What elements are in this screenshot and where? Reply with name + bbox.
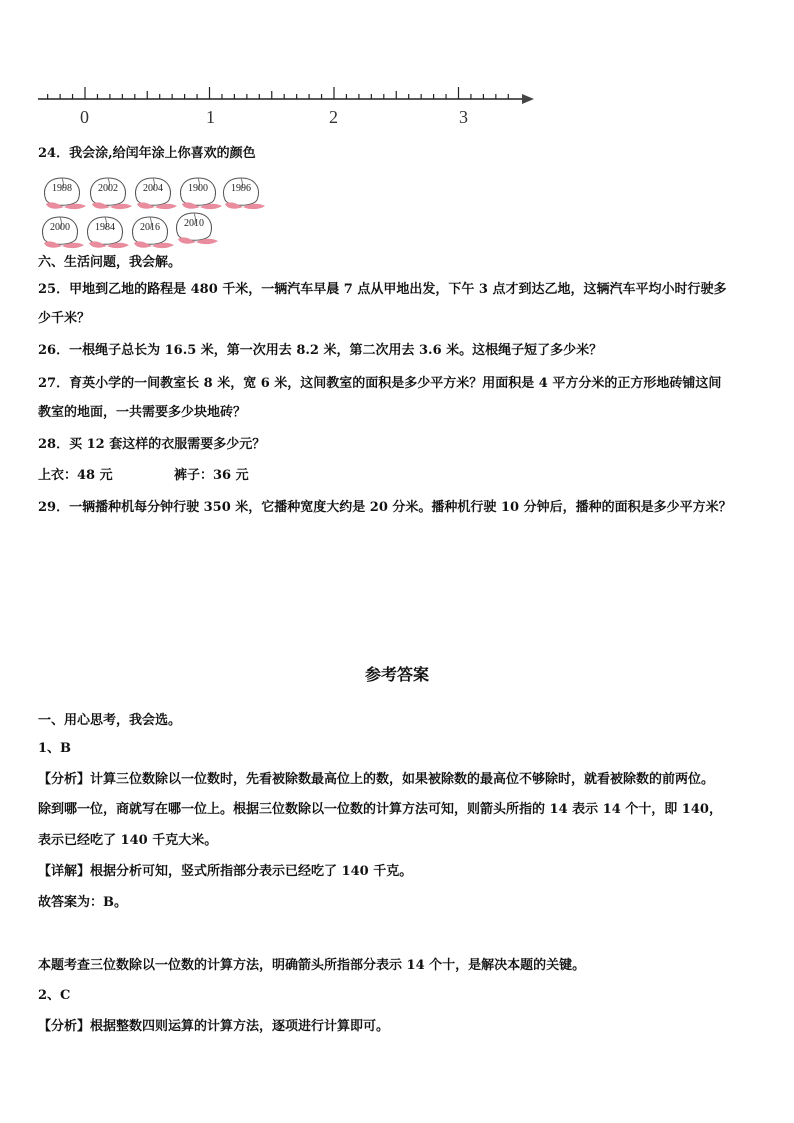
question-27-line-1: 27．育英小学的一间教室长 8 米，宽 6 米，这间教室的面积是多少平方米？用面积是 4 平方分米的正方形地砖铺这间 xyxy=(38,376,722,391)
number-line-graphic xyxy=(36,86,536,106)
answer-1-analysis-line-1: 【分析】计算三位数除以一位数时，先看被除数最高位上的数，如果被除数的最高位不够除时，就看被除数的前两位。 xyxy=(38,772,715,787)
question-28-shirt-price: 上衣：48 元 xyxy=(38,468,113,483)
answer-2: 2、C xyxy=(38,988,71,1003)
peach-year-label: 2004 xyxy=(143,183,163,194)
peach-year xyxy=(86,174,136,210)
answer-1-analysis-line-3: 表示已经吃了 140 千克大米。 xyxy=(38,833,218,848)
number-line xyxy=(36,86,536,106)
section-6-heading: 六、生活问题，我会解。 xyxy=(38,255,182,270)
question-29: 29．一辆播种机每分钟行驶 350 米，它播种宽度大约是 20 分米。播种机行驶 10 分钟后，播种的面积是多少平方米？ xyxy=(38,500,732,515)
question-25-line-2: 少千米？ xyxy=(38,311,91,326)
number-line-label-1: 1 xyxy=(206,107,215,127)
peach-year xyxy=(128,213,178,249)
peach-year-label: 2010 xyxy=(184,218,204,229)
answer-1-analysis-line-2: 除到哪一位，商就写在哪一位上。根据三位数除以一位数的计算方法可知，则箭头所指的 14 表示 14 个十，即 140， xyxy=(38,802,722,817)
peach-year-label: 1998 xyxy=(52,183,72,194)
answer-1-detail: 【详解】根据分析可知，竖式所指部分表示已经吃了 140 千克。 xyxy=(38,864,413,879)
number-line-label-0: 0 xyxy=(80,107,89,127)
question-28-pants-price: 裤子：36 元 xyxy=(174,468,249,483)
peach-year-label: 2000 xyxy=(50,222,70,233)
question-25-line-1: 25．甲地到乙地的路程是 480 千米，一辆汽车早晨 7 点从甲地出发，下午 3 点才到达乙地，这辆汽车平均小时行驶多 xyxy=(38,282,727,297)
peach-year-label: 1996 xyxy=(231,183,251,194)
answer-2-analysis: 【分析】根据整数四则运算的计算方法，逐项进行计算即可。 xyxy=(38,1019,390,1034)
question-28: 28．买 12 套这样的衣服需要多少元？ xyxy=(38,437,266,452)
number-line-label-2: 2 xyxy=(329,107,338,127)
peach-year-label: 1984 xyxy=(95,222,115,233)
answers-title: 参考答案 xyxy=(364,665,429,684)
answer-1-comment: 本题考查三位数除以一位数的计算方法，明确箭头所指部分表示 14 个十，是解决本题的关键。 xyxy=(38,958,586,973)
question-27-line-2: 教室的地面，一共需要多少块地砖？ xyxy=(38,405,247,420)
peach-year xyxy=(83,213,133,249)
question-24: 24．我会涂,给闰年涂上你喜欢的颜色 xyxy=(38,146,256,161)
peach-year xyxy=(38,213,88,249)
peach-year xyxy=(172,209,222,245)
number-line-label-3: 3 xyxy=(459,107,468,127)
peach-year-label: 2016 xyxy=(140,222,160,233)
peach-year-label: 1900 xyxy=(188,183,208,194)
peach-year xyxy=(131,174,181,210)
peach-year xyxy=(219,174,269,210)
answers-section-1: 一、用心思考，我会选。 xyxy=(38,713,182,728)
answer-1-conclusion: 故答案为：B。 xyxy=(38,895,127,910)
answer-1: 1、B xyxy=(38,741,72,756)
peach-year-label: 2002 xyxy=(98,183,118,194)
question-26: 26．一根绳子总长为 16.5 米，第一次用去 8.2 米，第二次用去 3.6 米。这根绳子短了多少米？ xyxy=(38,343,603,358)
peach-year xyxy=(40,174,90,210)
